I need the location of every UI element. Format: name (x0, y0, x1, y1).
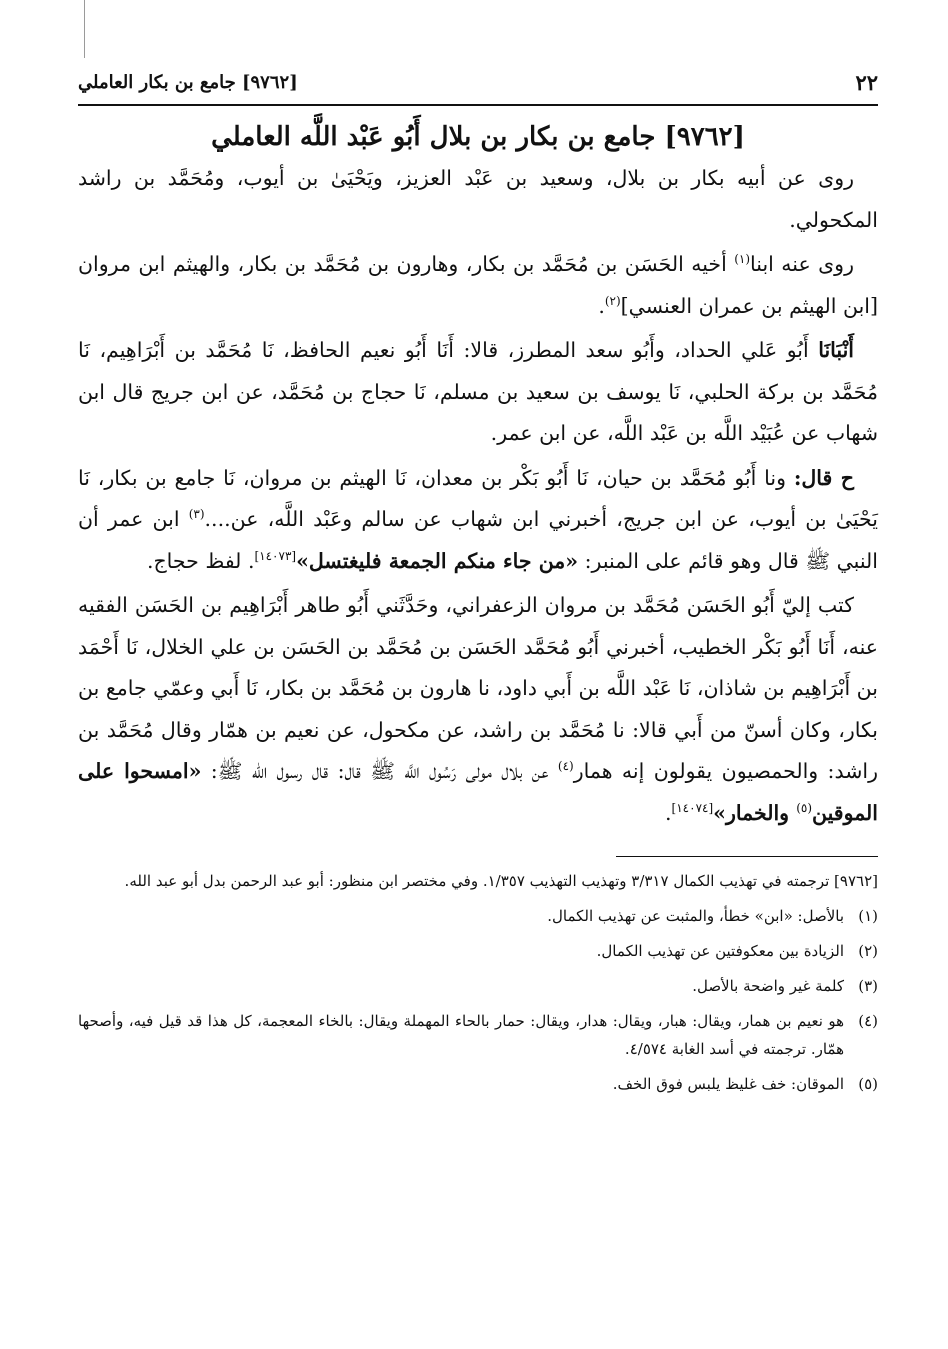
hadith-ref: [١٤٠٧٤] (671, 800, 714, 815)
footnote-mark: (٣) (858, 977, 878, 995)
footnote-divider (616, 856, 878, 857)
running-header (78, 60, 878, 106)
footnote-mark: (١) (858, 907, 878, 925)
text-run: ابن عمر أن النبي ﷺ قال وهو قائم على المنبر: (78, 507, 878, 573)
footnote-ref-3: (٣) (188, 507, 205, 522)
footnote-text: الموقان: خف غليظ يلبس فوق الخف. (612, 1075, 844, 1093)
paragraph-narrators-to (78, 244, 878, 327)
text-run: روى عنه ابنا (750, 252, 854, 276)
footnote-ref-4: (٤) (557, 759, 574, 774)
hadith-ref: [١٤٠٧٣] (254, 548, 297, 563)
paragraph-narrators-from: روى عن أبيه بكار بن بلال، وسعيد بن عَبْد العزيز، ويَحْيَىٰ بن أيوب، ومُحَمَّد بن راشد المكحولي. (78, 166, 878, 232)
footnote-text: بالأصل: «ابن» خطأ، والمثبت عن تهذيب الكمال. (547, 907, 844, 925)
footnote-mark: (٤) (858, 1012, 878, 1030)
text-run: . (598, 293, 605, 318)
footnotes (78, 867, 878, 1098)
isnad-lead: ح قال: (793, 465, 854, 490)
text-run: . (665, 800, 672, 825)
footnote-text: الزيادة بين معكوفتين عن تهذيب الكمال. (596, 942, 844, 960)
paragraph-isnad-3 (78, 585, 878, 834)
text-run: أخيه الحَسَن بن مُحَمَّد بن بكار، وهارون بن مُحَمَّد بن بكار، والهيثم ابن مروان [ابن الهيثم بن عمران العنسي] (78, 252, 878, 318)
text-run: أَبُو عَلي الحداد، وأَبُو سعد المطرز، قالا: أَنَا أَبُو نعيم الحافظ، نَا مُحَمَّد بن أَبْرَاهِيم، نَا مُحَمَّد بن بركة الحلبي، نَا يوسف بن سعيد بن مسلم، نَا حجاج بن مُحَمَّد، عن ابن جريج قال ابن شهاب عن عُبَيْد اللَّه بن عَبْد اللَّه، عن ابن عمر. (78, 338, 878, 445)
hadith-text: «امسحوا على الموقين (78, 759, 878, 825)
footnote-main: [٩٧٦٢] ترجمته في تهذيب الكمال ٣/٣١٧ وتهذيب التهذيب ١/٣٥٧. وفي مختصر ابن منظور: أبو عبد الرحمن بدل أبو عبد الله. (124, 872, 878, 890)
margin-line (84, 0, 85, 58)
isnad-lead: أَنْبَانَا (818, 338, 854, 362)
paragraph-isnad-1 (78, 330, 878, 455)
footnote-text: هو نعيم بن همار، ويقال: هبار، ويقال: هدار، ويقال: حمار بالحاء المهملة ويقال: بالخاء المعجمة، كل هذا قد قيل فيه، وأصحها همّار. ترجمته في أسد الغابة ٤/٥٧٤. (78, 1012, 844, 1058)
footnote-ref-1: (١) (734, 252, 751, 267)
body-text (78, 158, 878, 834)
footnote-text: كلمة غير واضحة بالأصل. (692, 977, 844, 995)
footnote-item (78, 902, 878, 930)
text-run: . لفظ حجاج. (146, 548, 255, 573)
hadith-text: «من جاء منكم الجمعة فليغتسل» (296, 548, 579, 573)
running-title: [٩٧٦٢] جامع بن بكار العاملي (78, 71, 298, 93)
text-run: ونا أَبُو مُحَمَّد بن حيان، نَا أَبُو بَكْر بن معدان، نَا الهيثم بن مروان، نَا جامع بن بكار، نَا يَحْيَىٰ بن أيوب، عن ابن جريج، أخبرني ابن شهاب عن سالم وعَبْد اللَّه، عن.... (78, 465, 878, 531)
footnote-item (78, 1007, 878, 1063)
footnote-mark: (٢) (858, 942, 878, 960)
footnote-item (78, 1070, 878, 1098)
entry-title: [٩٧٦٢] جامع بن بكار بن بلال أَبُو عَبْد اللَّه العاملي (211, 122, 745, 152)
footnote-item (78, 972, 878, 1000)
footnote-mark: (٥) (858, 1075, 878, 1093)
text-run: كتب إليّ أَبُو الحَسَن مُحَمَّد بن مروان الزعفراني، وحَدَّثَني أَبُو طاهر أَبْرَاهِيم بن الحَسَن الفقيه عنه، أَنَا أَبُو بَكْر الخطيب، أخبرني أَبُو مُحَمَّد الحَسَن بن مُحَمَّد بن الحَسَن بن علي الخلال، نَا أَحْمَد بن أَبْرَاهِيم بن شاذان، نَا عَبْد اللَّه بن أَبي داود، نا هارون بن مُحَمَّد بن بكار، نَا أَبي وعمّي جامع بن بكار، وكان أسنّ من أَبي قالا: نا مُحَمَّد بن راشد، عن مكحول، عن نعيم بن همّار وقال مُحَمَّد بن راشد: والحمصيون يقولون إنه همار (78, 593, 879, 783)
paragraph-isnad-2 (78, 458, 878, 583)
footnote-item (78, 937, 878, 965)
footnote-ref-2: (٢) (604, 293, 621, 308)
text-run: عن بلال مولى رَسُول اللَّه ﷺ قال: قال رسول الله ﷺ: (201, 759, 558, 783)
book-page (78, 60, 878, 1105)
page-number: ٢٢ (855, 69, 878, 95)
hadith-text: والخمار» (713, 800, 797, 825)
footnote-ref-5: (٥) (796, 800, 813, 815)
